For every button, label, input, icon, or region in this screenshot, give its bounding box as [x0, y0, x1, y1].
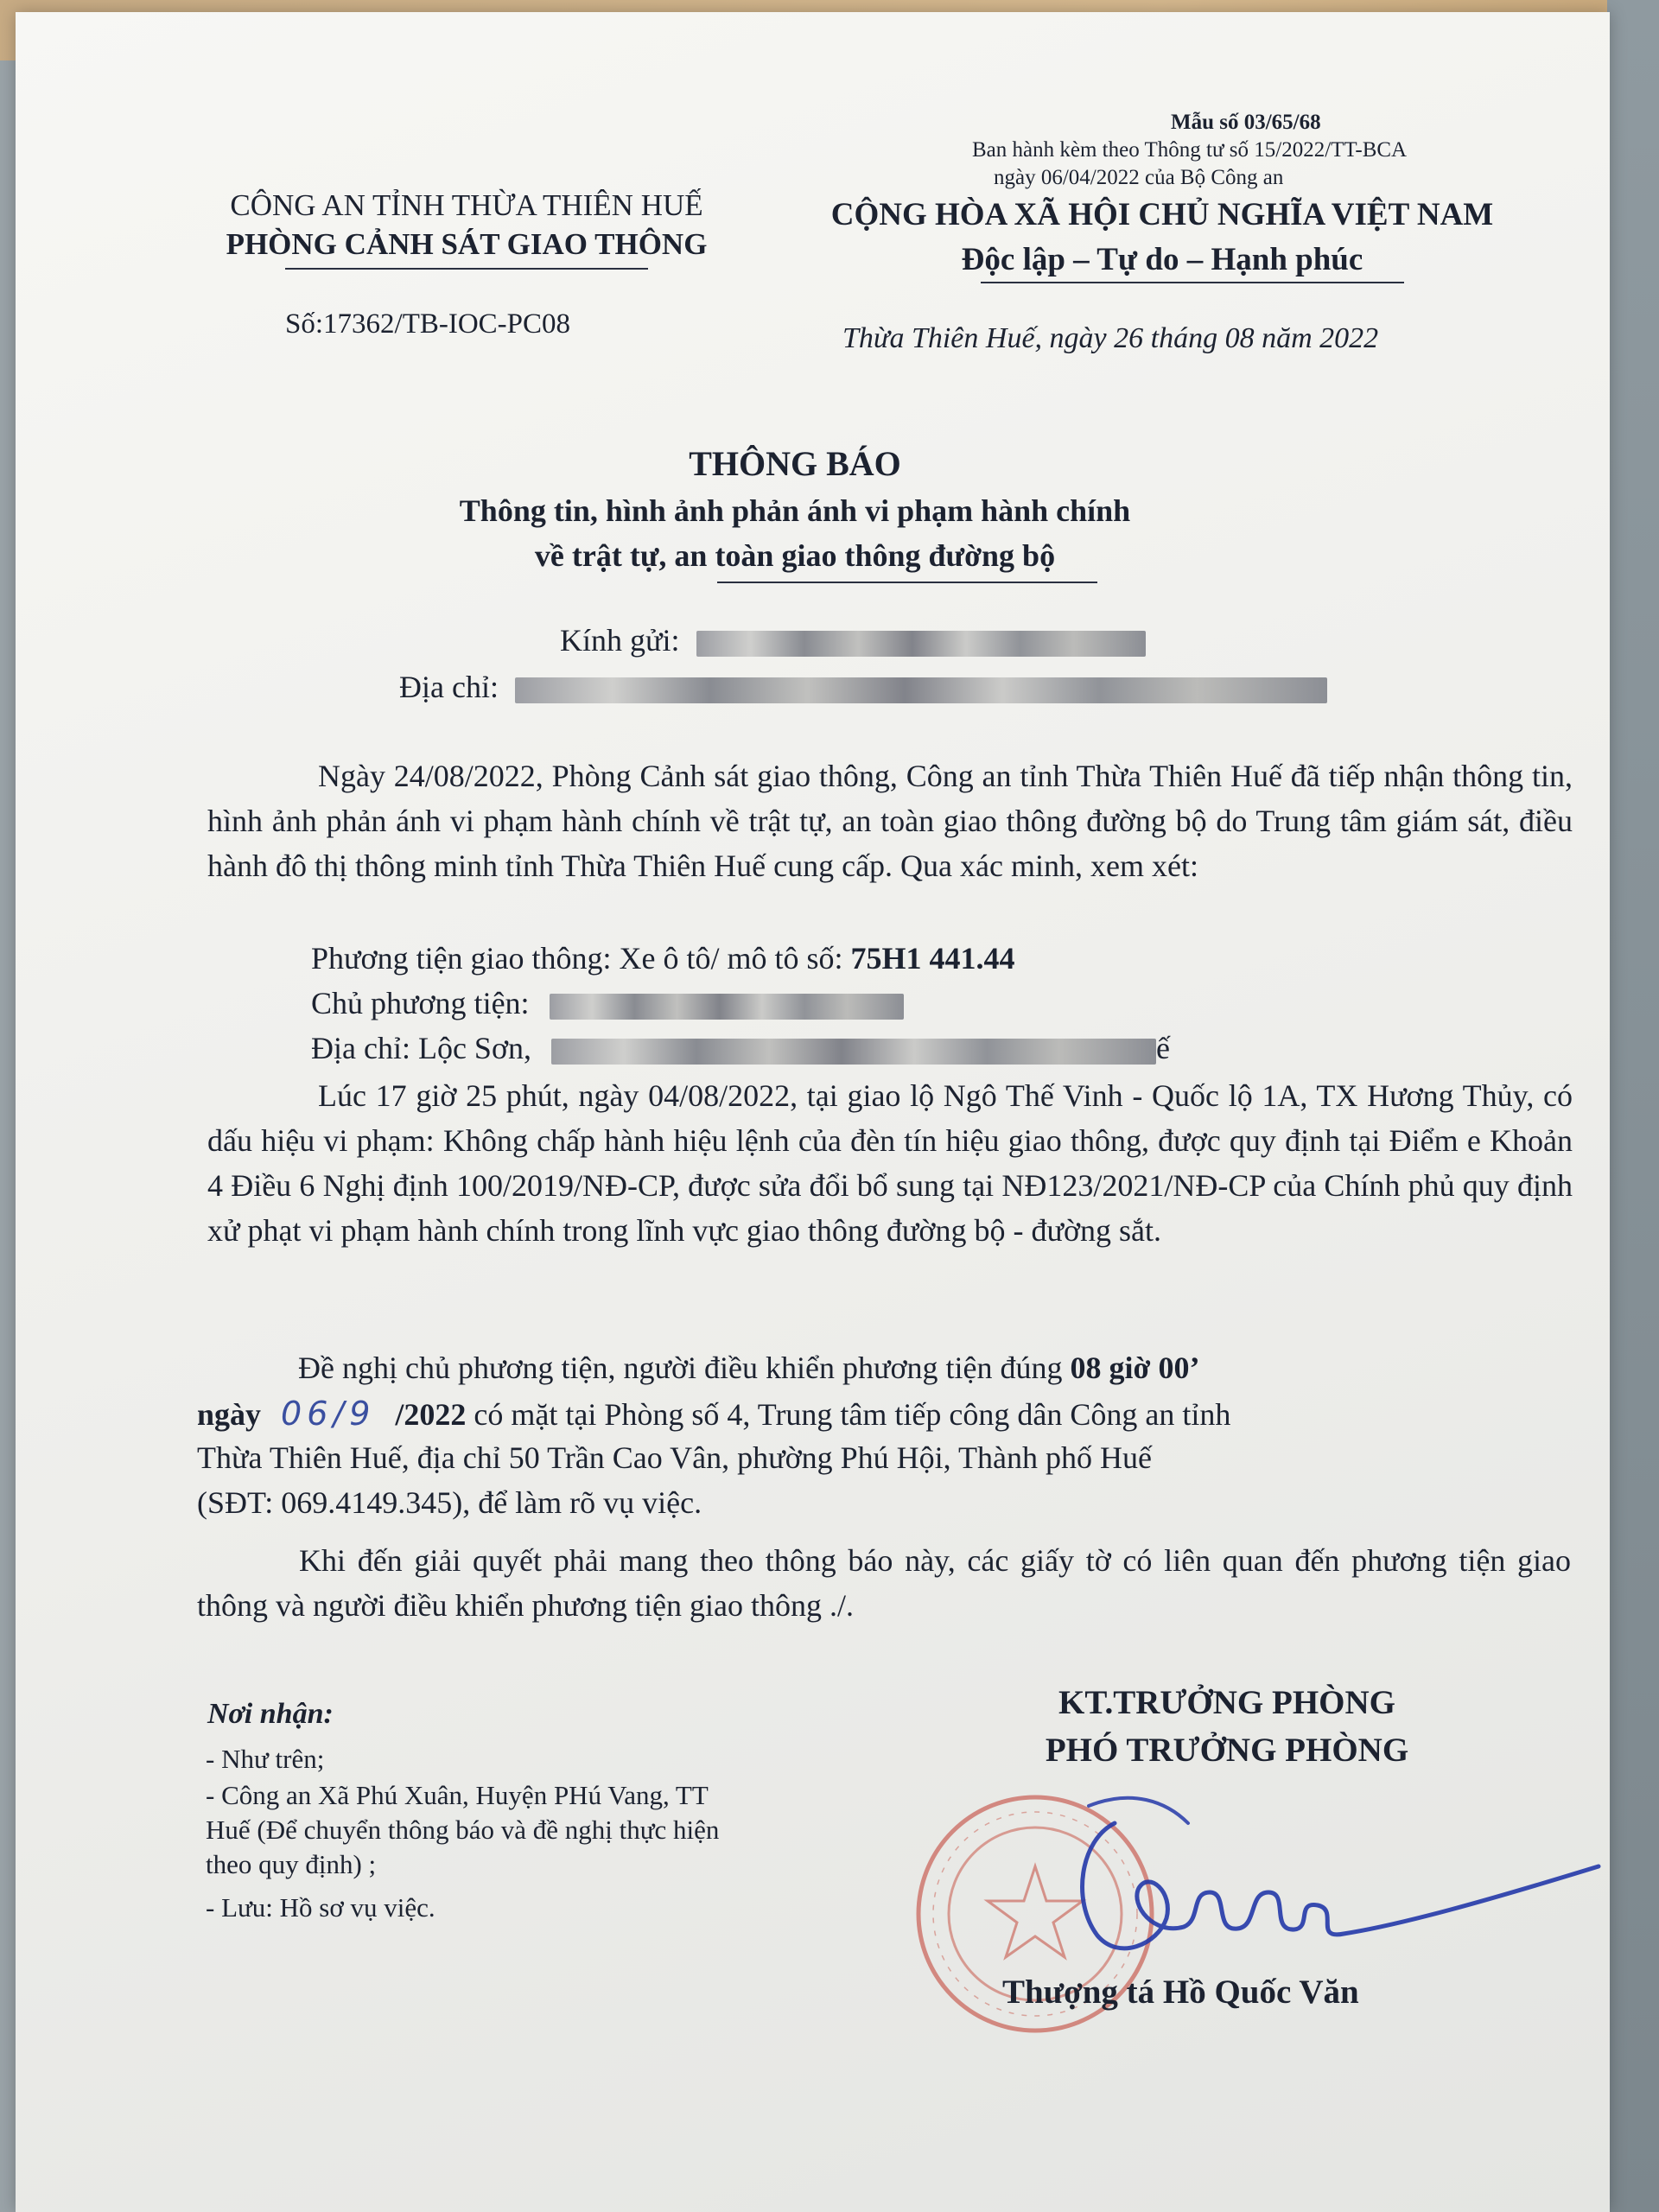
- issued-with: Ban hành kèm theo Thông tư số 15/2022/TT-BCA: [972, 138, 1408, 162]
- appointment-place: có mặt tại Phòng số 4, Trung tâm tiếp công dân Công an tỉnh: [466, 1397, 1231, 1432]
- recipients-label: Nơi nhận:: [207, 1698, 334, 1730]
- appointment-time: 08 giờ 00’: [1070, 1351, 1200, 1385]
- owner-address-end: ế: [1156, 1031, 1170, 1065]
- national-motto: Độc lập – Tự do – Hạnh phúc: [961, 242, 1363, 277]
- request-line-1: [298, 1350, 1199, 1386]
- appointment-year: /2022: [395, 1397, 467, 1432]
- document-subtitle-2: về trật tự, an toàn giao thông đường bộ: [534, 538, 1056, 573]
- redacted-owner-name: [550, 994, 904, 1020]
- redacted-recipient-name: [696, 631, 1146, 657]
- appointment-day-label: ngày: [197, 1397, 262, 1432]
- signature-title-2: PHÓ TRƯỞNG PHÒNG: [1045, 1732, 1409, 1769]
- document-number: Số:17362/TB-IOC-PC08: [285, 308, 571, 340]
- owner-label: Chủ phương tiện:: [311, 986, 530, 1020]
- vehicle-line: [311, 940, 1015, 976]
- department-underline: [285, 268, 648, 270]
- request-text: Đề nghị chủ phương tiện, người điều khiển phương tiện đúng: [298, 1351, 1071, 1385]
- motto-underline: [981, 282, 1404, 283]
- agency-name: CÔNG AN TỈNH THỪA THIÊN HUẾ: [230, 188, 703, 222]
- subtitle-underline: [717, 582, 1097, 583]
- paragraph-violation: Lúc 17 giờ 25 phút, ngày 04/08/2022, tại giao lộ Ngô Thế Vinh - Quốc lộ 1A, TX Hương Thủy, có dấu hiệu vi phạm: Không chấp hành hiệu lệnh của đèn tín hiệu giao thông, được quy định tại Điểm e Khoản 4 Điều 6 Nghị định 100/2019/NĐ-CP, được sửa đổi bổ sung tại NĐ123/2021/NĐ-CP của Chính phủ quy định xử phạt vi phạm hành chính trong lĩnh vực giao thông đường bộ - đường sắt.: [207, 1078, 1573, 1248]
- form-number: Mẫu số 03/65/68: [1171, 111, 1321, 134]
- recipient-line: [560, 622, 1146, 658]
- address-label: Địa chỉ:: [399, 670, 499, 704]
- place-date: Thừa Thiên Huế, ngày 26 tháng 08 năm 2022: [842, 322, 1379, 354]
- issued-date: ngày 06/04/2022 của Bộ Công an: [994, 166, 1284, 189]
- document-title: THÔNG BÁO: [689, 444, 901, 483]
- request-line-4: (SĐT: 069.4149.345), để làm rõ vụ việc.: [197, 1485, 702, 1520]
- signature-title-1: KT.TRƯỞNG PHÒNG: [1058, 1684, 1395, 1721]
- redacted-recipient-address: [515, 677, 1327, 703]
- recipient-address-line: [399, 669, 1327, 705]
- department-name: PHÒNG CẢNH SÁT GIAO THÔNG: [226, 227, 708, 261]
- recipient-item: - Công an Xã Phú Xuân, Huyện PHú Vang, TT: [206, 1780, 709, 1810]
- license-plate: 75H1 441.44: [850, 941, 1015, 976]
- paragraph-intro: Ngày 24/08/2022, Phòng Cảnh sát giao thông, Công an tỉnh Thừa Thiên Huế đã tiếp nhận thông tin, hình ảnh phản ánh vi phạm hành chính về trật tự, an toàn giao thông đường bộ do Trung tâm giám sát, điều hành đô thị thông minh tỉnh Thừa Thiên Huế cung cấp. Qua xác minh, xem xét:: [207, 759, 1573, 883]
- owner-address-label: Địa chỉ: Lộc Sơn,: [311, 1031, 531, 1065]
- request-line-3: Thừa Thiên Huế, địa chỉ 50 Trần Cao Vân, phường Phú Hội, Thành phố Huế: [197, 1440, 1152, 1475]
- recipient-item: theo quy định) ;: [206, 1849, 377, 1879]
- document-subtitle-1: Thông tin, hình ảnh phản ánh vi phạm hành chính: [459, 493, 1131, 528]
- handwritten-signature: [1037, 1771, 1607, 1996]
- recipient-label: Kính gửi:: [560, 623, 680, 658]
- vehicle-label: Phương tiện giao thông: Xe ô tô/ mô tô số:: [311, 941, 851, 976]
- request-line-2: [197, 1395, 1230, 1433]
- paragraph-documents: Khi đến giải quyết phải mang theo thông báo này, các giấy tờ có liên quan đến phương tiện giao thông và người điều khiển phương tiện giao thông ./.: [197, 1543, 1571, 1623]
- handwritten-date: 06/9: [281, 1395, 376, 1433]
- background-edge: [1607, 0, 1659, 2212]
- republic-name: CỘNG HÒA XÃ HỘI CHỦ NGHĨA VIỆT NAM: [830, 197, 1494, 232]
- recipient-item: Huế (Để chuyển thông báo và đề nghị thực hiện: [206, 1815, 720, 1845]
- signer-name: Thượng tá Hồ Quốc Văn: [1002, 1974, 1359, 2011]
- owner-line: [311, 985, 904, 1021]
- redacted-owner-address: [551, 1039, 1156, 1065]
- recipient-item: - Lưu: Hồ sơ vụ việc.: [206, 1892, 435, 1923]
- recipient-item: - Như trên;: [206, 1744, 325, 1774]
- owner-address-line: [311, 1030, 1170, 1066]
